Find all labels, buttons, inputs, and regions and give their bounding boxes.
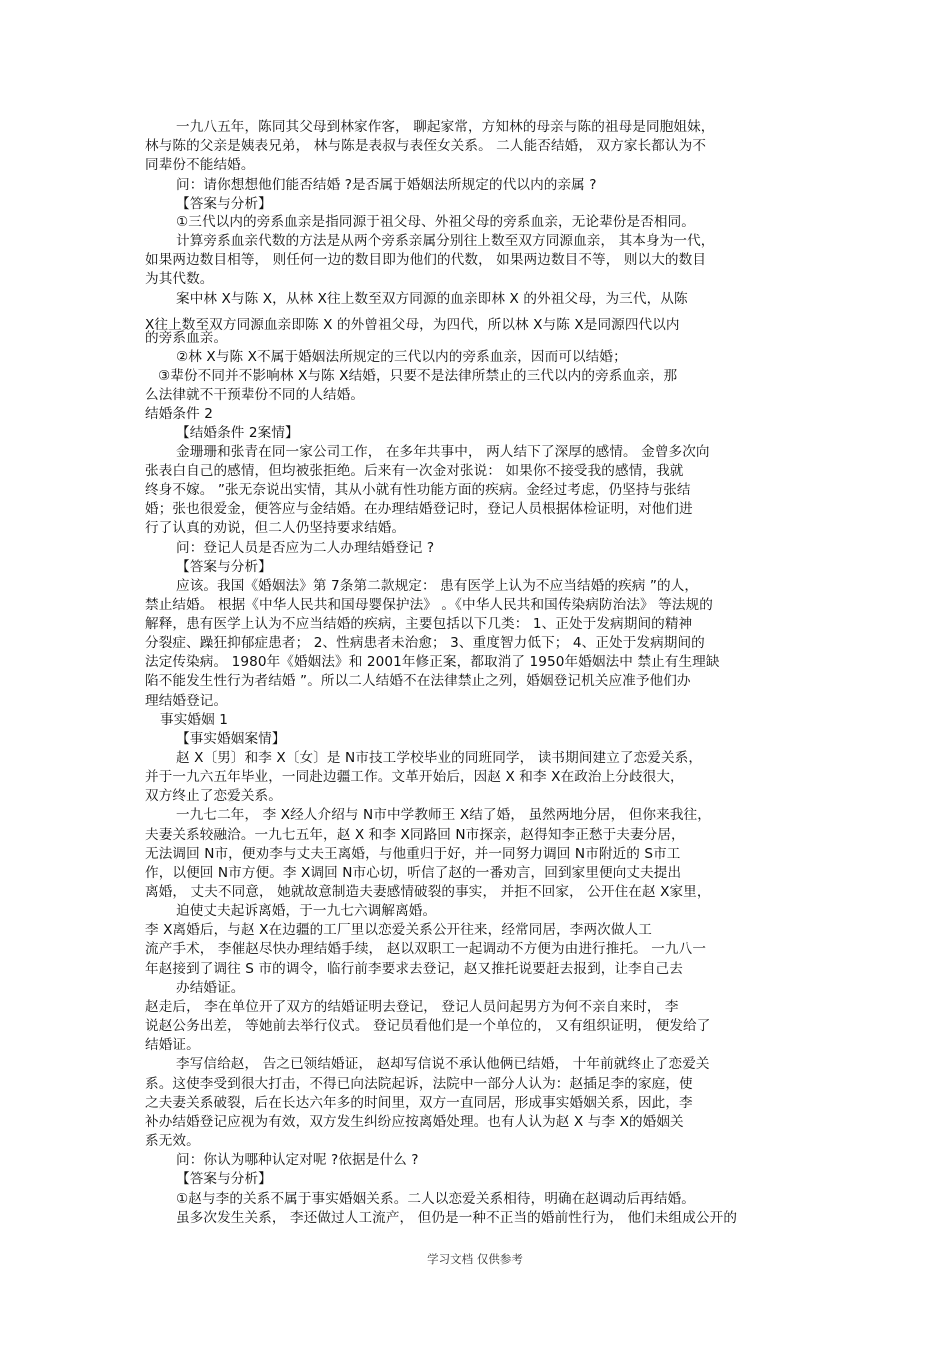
text-line: 并于一九六五年毕业，一同赴边疆工作。文革开始后，因赵 X 和李 X在政治上分歧很大， xyxy=(145,769,684,785)
text-line: 迫使丈夫起诉离婚，于一九七六调解离婚。 xyxy=(176,903,437,919)
text-line: ②林 X与陈 X不属于婚姻法所规定的三代以内的旁系血亲，因而可以结婚； xyxy=(176,349,627,365)
text-line: 双方终止了恋爱关系。 xyxy=(145,788,282,804)
text-line: 行了认真的劝说，但二人仍坚持要求结婚。 xyxy=(145,520,406,536)
text-line: 的旁系血亲。 xyxy=(145,330,228,346)
text-line: 张表白自己的感情，但均被张拒绝。后来有一次金对张说： 如果你不接受我的感情，我就 xyxy=(145,463,684,479)
text-line: 结婚证。 xyxy=(145,1037,200,1053)
text-line: 陷不能发生性行为者结婚 ”。所以二人结婚不在法律禁止之列，婚姻登记机关应准予他们办 xyxy=(145,673,691,689)
section-heading: 【事实婚姻案情】 xyxy=(176,731,286,747)
text-line: 补办结婚登记应视为有效，双方发生纠纷应按离婚处理。也有人认为赵 X 与李 X的婚姻关 xyxy=(145,1114,684,1130)
text-line: 计算旁系血亲代数的方法是从两个旁系亲属分别往上数至双方同源血亲， 其本身为一代， xyxy=(176,233,715,249)
text-line: 年赵接到了调往 S 市的调令，临行前李要求去登记，赵又推托说要赶去报到，让李自己去 xyxy=(145,961,683,977)
text-line: 【答案与分析】 xyxy=(176,1171,272,1187)
section-heading: 【答案与分析】 xyxy=(176,196,272,212)
text-line: 终身不嫁。 ”张无奈说出实情，其从小就有性功能方面的疾病。金经过考虑，仍坚持与张结 xyxy=(145,482,691,498)
text-line: 金珊珊和张青在同一家公司工作， 在多年共事中， 两人结下了深厚的感情。 金曾多次向 xyxy=(176,444,710,460)
text-line: 赵走后， 李在单位开了双方的结婚证明去登记， 登记人员问起男方为何不亲自来时， 李 xyxy=(145,999,679,1015)
text-line: 案中林 X与陈 X，从林 X往上数至双方同源的血亲即林 X 的外祖父母，为三代，从陈 xyxy=(176,291,688,307)
text-line: 婚；张也很爱金，便答应与金结婚。在办理结婚登记时，登记人员根据体检证明，对他们进 xyxy=(145,501,693,517)
text-line: 问：请你想想他们能否结婚 ?是否属于婚姻法所规定的代以内的亲属 ? xyxy=(176,177,597,193)
section-heading: 事实婚姻 1 xyxy=(160,712,228,728)
text-line: 李写信给赵， 告之已领结婚证， 赵却写信说不承认他俩已结婚， 十年前就终止了恋爱关 xyxy=(176,1056,710,1072)
section-heading: 【答案与分析】 xyxy=(176,559,272,575)
text-line: 问：登记人员是否应为二人办理结婚登记 ? xyxy=(176,540,435,556)
text-line: 系无效。 xyxy=(145,1133,200,1149)
section-heading: 【结婚条件 2案情】 xyxy=(176,425,299,441)
section-heading: 结婚条件 2 xyxy=(145,406,213,422)
text-line: 之夫妻关系破裂，后在长达六年多的时间里，双方一直同居，形成事实婚姻关系，因此，李 xyxy=(145,1095,693,1111)
text-line: 应该。我国《婚姻法》第 7条第二款规定： 患有医学上认为不应当结婚的疾病 ”的人， xyxy=(176,578,699,594)
text-line: 作，以便回 N市方便。李 X调回 N市心切，听信了赵的一番劝言，回到家里便向丈夫提出 xyxy=(145,865,682,881)
text-line: X往上数至双方同源血亲即陈 X 的外曾祖父母，为四代，所以林 X与陈 X是同源四代以内 xyxy=(145,317,680,333)
text-line: 离婚， 丈夫不同意， 她就故意制造夫妻感情破裂的事实， 并拒不回家， 公开住在赵 X家里， xyxy=(145,884,711,900)
text-line: 一九八五年，陈同其父母到林家作客， 聊起家常，方知林的母亲与陈的祖母是同胞姐妹， xyxy=(176,119,715,135)
text-line: ③辈份不同并不影响林 X与陈 X结婚，只要不是法律所禁止的三代以内的旁系血亲，那 xyxy=(158,368,678,384)
text-line: 虽多次发生关系， 李还做过人工流产， 但仍是一种不正当的婚前性行为， 他们未组成公开的 xyxy=(176,1210,738,1226)
text-line: ①三代以内的旁系血亲是指同源于祖父母、外祖父母的旁系血亲，无论辈份是否相同。 xyxy=(176,214,695,230)
text-line: 禁止结婚。 根据《中华人民共和国母婴保护法》 。《中华人民共和国传染病防治法》 等法规的 xyxy=(145,597,713,613)
text-line: 夫妻关系较融洽。一九七五年，赵 X 和李 X同路回 N市探亲，赵得知李正愁于夫妻分居， xyxy=(145,827,685,843)
text-line: 办结婚证。 xyxy=(176,980,245,996)
text-line: 林与陈的父亲是姨表兄弟， 林与陈是表叔与表侄女关系。 二人能否结婚， 双方家长都认为不 xyxy=(145,138,707,154)
text-line: 理结婚登记。 xyxy=(145,693,228,709)
text-line: 如果两边数目相等， 则任何一边的数目即为他们的代数， 如果两边数目不等， 则以大的数目 xyxy=(145,252,707,268)
text-line: 问：你认为哪种认定对呢 ?依据是什么 ? xyxy=(176,1152,419,1168)
text-line: 同辈份不能结婚。 xyxy=(145,157,255,173)
text-line: 流产手术， 李催赵尽快办理结婚手续， 赵以双职工一起调动不方便为由进行推托。 一九八一 xyxy=(145,941,707,957)
text-line: 李 X离婚后，与赵 X在边疆的工厂里以恋爱关系公开往来，经常同居，李两次做人工 xyxy=(145,922,652,938)
text-line: 系。这使李受到很大打击，不得已向法院起诉，法院中一部分人认为：赵插足李的家庭，使 xyxy=(145,1076,693,1092)
text-line: 说赵公务出差， 等她前去举行仪式。 登记员看他们是一个单位的， 又有组织证明， 便发给了 xyxy=(145,1018,711,1034)
text-line: 为其代数。 xyxy=(145,271,214,287)
text-line: 赵 X〔男〕和李 X〔女〕是 N市技工学校毕业的同班同学， 读书期间建立了恋爱关系， xyxy=(176,750,703,766)
text-line: 解释，患有医学上认为不应当结婚的疾病，主要包括以下几类： 1、正处于发病期间的精神 xyxy=(145,616,693,632)
text-line: 无法调回 N市，便劝李与丈夫王离婚，与他重归于好，并一同努力调回 N市附近的 S市工 xyxy=(145,846,681,862)
text-line: 一九七二年， 李 X经人介绍与 N市中学教师王 X结了婚， 虽然两地分居， 但你来我往， xyxy=(176,807,711,823)
text-line: 么法律就不干预辈份不同的人结婚。 xyxy=(145,387,365,403)
text-line: 分裂症、躁狂抑郁症患者； 2、性病患者未治愈； 3、重度智力低下； 4、正处于发病期间的 xyxy=(145,635,705,651)
page-footer: 学习文档 仅供参考 xyxy=(427,1252,523,1266)
section-heading: ①赵与李的关系不属于事实婚姻关系。二人以恋爱关系相待，明确在赵调动后再结婚。 xyxy=(176,1191,695,1207)
text-line: 法定传染病。 1980年《婚姻法》和 2001年修正案，都取消了 1950年婚姻法中 禁止有生理缺 xyxy=(145,654,720,670)
